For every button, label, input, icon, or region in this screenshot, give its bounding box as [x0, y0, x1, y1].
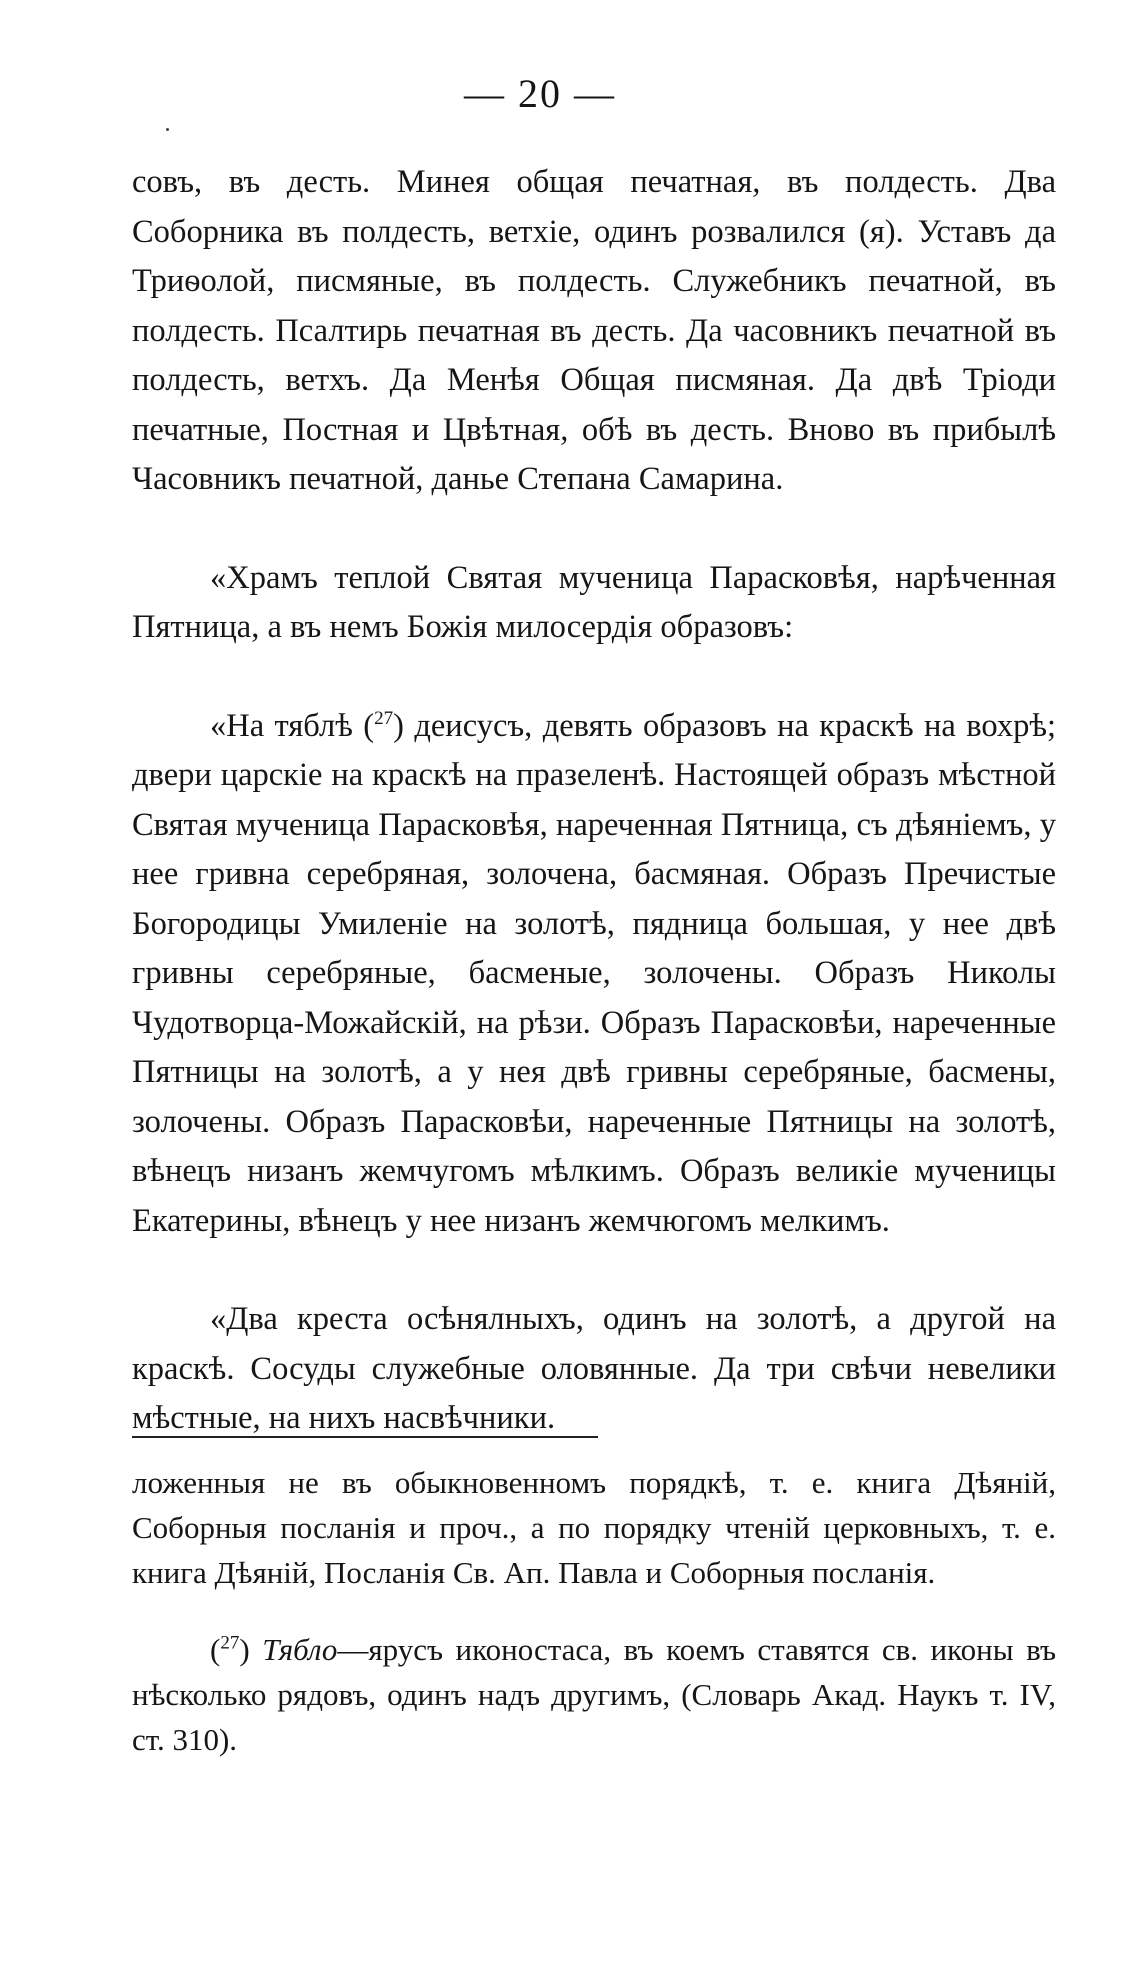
- page-number: — 20 —: [464, 71, 616, 116]
- print-speck: [166, 128, 169, 131]
- paragraph-temple: «Храмъ теплой Святая мученица Парасковѣя, нарѣченная Пятница, а въ немъ Божія милосердія образовъ:: [132, 559, 1056, 645]
- footnote-ref-27: 27: [374, 707, 394, 729]
- paragraph-books: совъ, въ десть. Минея общая печатная, въ полдесть. Два Соборника въ полдесть, ветхіе, одинъ розвалился (я). Уставъ да Триѳолой, писмяные, въ полдесть. Служебникъ печатной, въ полдесть. Псалтирь печатная въ десть. Да часовникъ печатной въ полдесть, ветхъ. Да Менѣя Общая писмяная. Да двѣ Тріоди печатные, Постная и Цвѣтная, обѣ въ десть. Вново въ прибылѣ Часовникъ печатной, данье Степана Самарина.: [132, 164, 1056, 497]
- footnote-27-open: (: [210, 1632, 221, 1667]
- paragraph-icons: [132, 702, 1056, 1247]
- paragraph-crosses: «Два креста осѣнялныхъ, одинъ на золотѣ, а другой на краскѣ. Сосуды служебные оловянные. Да три свѣчи невелики мѣстные, на нихъ насвѣчники.: [132, 1301, 1056, 1436]
- footnote-27: [132, 1627, 1056, 1762]
- footnotes: [132, 1460, 1056, 1762]
- main-text: [132, 158, 1056, 1444]
- footnote-divider: [132, 1436, 598, 1438]
- footnote-27-number: 27: [220, 1632, 240, 1654]
- footnote-continuation: ложенныя не въ обыкновенномъ порядкѣ, т. е. книга Дѣяній, Соборныя посланія и проч., а по порядку чтеній церковныхъ, т. е. книга Дѣяній, Посланія Св. Ап. Павла и Соборныя посланія.: [132, 1465, 1056, 1590]
- paragraph-icons-rest: ) деисусъ, девять образовъ на краскѣ на вохрѣ; двери царскіе на краскѣ на празеленѣ. Настоящей образъ мѣстной Святая мученица Парасковѣя, нареченная Пятница, съ дѣяніемъ, у нее гривна серебряная, золочена, басмяная. Образъ Пречистые Богородицы Умиленіе на золотѣ, пядница большая, у нее двѣ гривны серебряные, басменые, золочены. Образъ Николы Чудотворца-Можайскій, на рѣзи. Образъ Парасковѣи, нареченные Пятницы на золотѣ, а у нея двѣ гривны серебряные, басмены, золочены. Образъ Парасковѣи, нареченные Пятницы на золотѣ, вѣнецъ низанъ жемчугомъ мѣлкимъ. Образъ великіе мученицы Екатерины, вѣнецъ у нее низанъ жемчюгомъ мелкимъ.: [132, 707, 1056, 1239]
- footnote-27-term: Тябло: [262, 1632, 338, 1667]
- paragraph-icons-start: «На тяблѣ (: [210, 707, 375, 744]
- footnote-27-text: —ярусъ иконостаса, въ коемъ ставятся св. иконы въ нѣсколько рядовъ, одинъ надъ другимъ, (Словарь Акад. Наукъ т. IV, ст. 310).: [132, 1632, 1057, 1757]
- footnote-27-close: ): [239, 1632, 250, 1667]
